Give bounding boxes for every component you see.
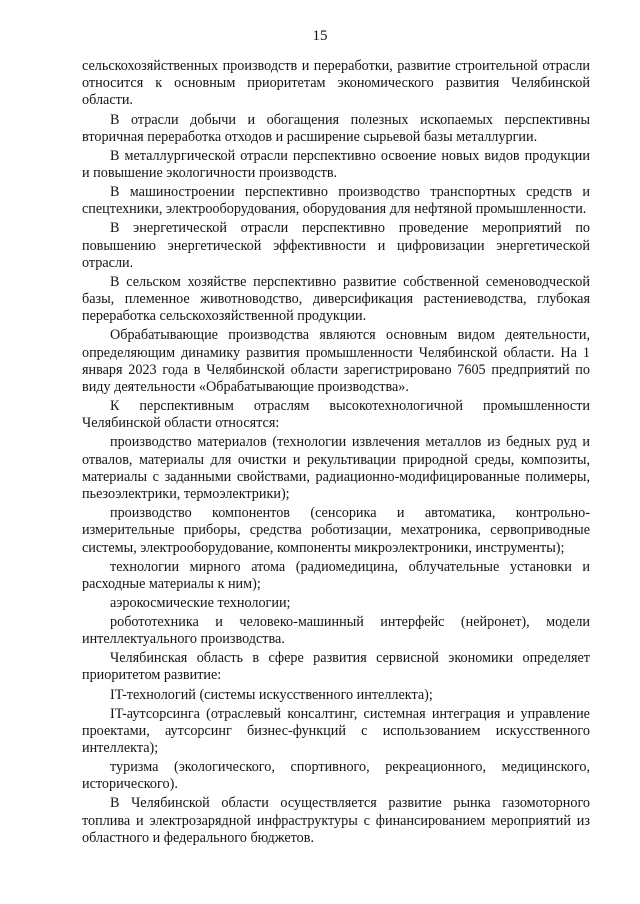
paragraph-manufacturing: Обрабатывающие производства являются основным видом деятельности, определяющим динамику развития промышленности Челябинской области. На 1 января 2023 года в Челябинской области зарегистрировано 7605 предприятий по виду деятельности «Обрабатывающие производства». xyxy=(82,327,590,395)
list-item-nuclear: технологии мирного атома (радиомедицина, облучательные установки и расходные материалы к ним); xyxy=(82,558,590,592)
paragraph-construction-priority: сельскохозяйственных производств и переработки, развитие строительной отрасли относится к основным приоритетам экономического развития Челябинской области. xyxy=(82,58,590,109)
paragraph-energy: В энергетической отрасли перспективно проведение мероприятий по повышению энергетической эффективности и цифровизации энергетической отрасли. xyxy=(82,220,590,271)
paragraph-service-economy-intro: Челябинская область в сфере развития сервисной экономики определяет приоритетом развитие: xyxy=(82,650,590,684)
paragraph-gas-motor-fuel: В Челябинской области осуществляется развитие рынка газомоторного топлива и электрозарядной инфраструктуры с финансированием мероприятий из областного и федерального бюджетов. xyxy=(82,795,590,846)
list-item-robotics: робототехника и человеко-машинный интерфейс (нейронет), модели интеллектуального производства. xyxy=(82,613,590,648)
paragraph-mining: В отрасли добычи и обогащения полезных ископаемых перспективны вторичная переработка отходов и расширение сырьевой базы металлургии. xyxy=(82,111,590,145)
list-item-materials: производство материалов (технологии извлечения металлов из бедных руд и отвалов, материалы для очистки и рекультивации природной среды, композиты, материалы с заданными свойствами, радиационно-модифицированные полимеры, пьезоэлектрики, термоэлектрики); xyxy=(82,434,590,502)
list-item-it-outsourcing: IT-аутсорсинга (отраслевый консалтинг, системная интеграция и управление проектами, аутсорсинг бизнес-функций с использованием искусственного интеллекта); xyxy=(82,705,590,757)
list-item-components: производство компонентов (сенсорика и автоматика, контрольно-измерительные приборы, средства роботизации, мехатроника, сервоприводные системы, электрооборудование, компоненты микроэлектроники, инструменты); xyxy=(82,505,590,556)
paragraph-hightech-intro: К перспективным отраслям высокотехнологичной промышленности Челябинской области относятся: xyxy=(82,398,590,432)
document-body xyxy=(82,58,590,849)
paragraph-agriculture: В сельском хозяйстве перспективно развитие собственной семеноводческой базы, племенное животноводство, диверсификация растениеводства, глубокая переработка сельскохозяйственной продукции. xyxy=(82,273,590,325)
list-item-it-technologies: IT-технологий (системы искусственного интеллекта); xyxy=(110,686,433,703)
list-item-aerospace: аэрокосмические технологии; xyxy=(110,594,291,611)
paragraph-machine-building: В машиностроении перспективно производство транспортных средств и спецтехники, электрооборудования, оборудования для нефтяной промышленности. xyxy=(82,184,590,218)
paragraph-metallurgy: В металлургической отрасли перспективно освоение новых видов продукции и повышение экологичности производств. xyxy=(82,147,590,181)
page-number: 15 xyxy=(312,28,328,44)
list-item-tourism: туризма (экологического, спортивного, рекреационного, медицинского, исторического). xyxy=(82,759,590,793)
